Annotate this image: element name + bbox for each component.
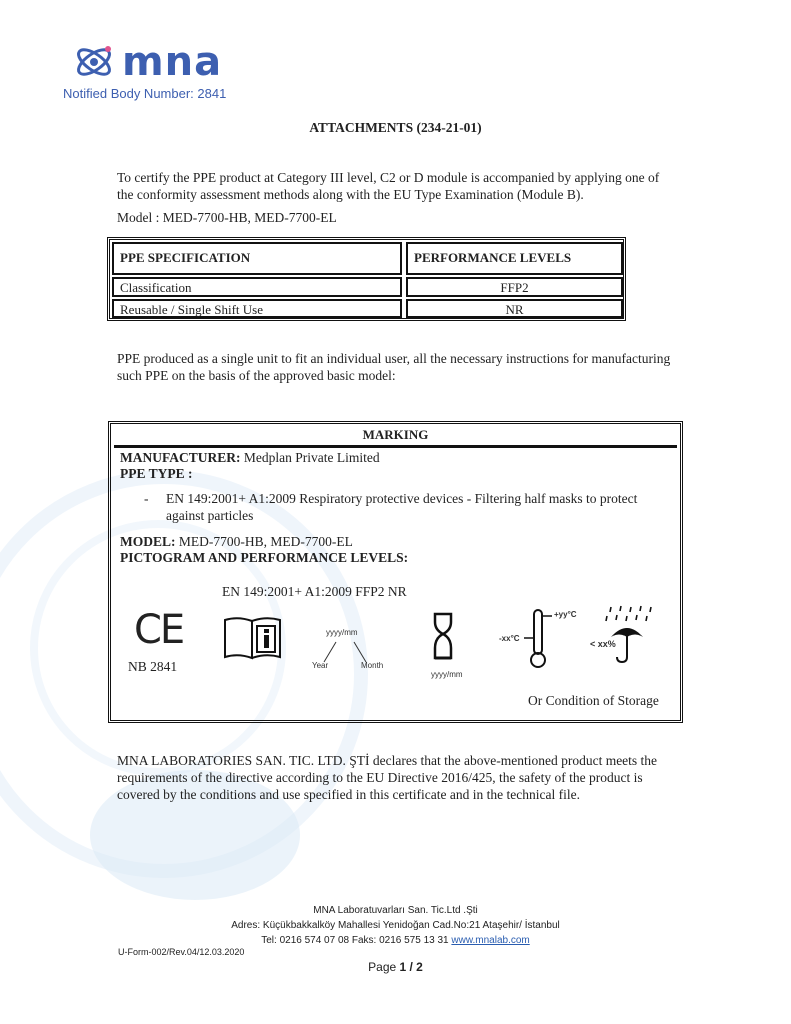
page-title: ATTACHMENTS (234-21-01) — [309, 120, 482, 135]
page-number-value: 1 / 2 — [399, 960, 423, 974]
logo-wordmark: mna — [122, 39, 223, 85]
footer-address: Adres: Küçükbakkalköy Mahallesi Yenidoğan Cad.No:21 Ataşehir/ İstanbul — [231, 920, 560, 931]
form-code: U-Form-002/Rev.04/12.03.2020 — [118, 947, 245, 957]
model-value: MED-7700-HB, MED-7700-EL — [175, 534, 353, 549]
marking-header: MARKING — [114, 427, 677, 447]
spec-table — [107, 237, 626, 321]
declaration-paragraph: MNA LABORATORIES SAN. TIC. LTD. ŞTİ declares that the above-mentioned product meets the requirements of the directive according to the EU Directive 2016/425, the safety of the product is covered by the conditions and use specified in this certificate and in the technical file. — [117, 753, 658, 802]
model-marking-line — [120, 534, 353, 550]
temp-low-label: -xx°C — [499, 634, 520, 643]
page-number — [0, 960, 791, 974]
ppe-type-label: PPE TYPE : — [120, 466, 193, 481]
notified-body-nb: NB 2841 — [128, 659, 178, 674]
spec-row-classification-value: FFP2 — [406, 277, 623, 297]
bullet-dash: - — [144, 491, 149, 506]
hourglass-label: yyyy/mm — [431, 670, 463, 679]
intro-paragraph: To certify the PPE product at Category III level, C2 or D module is accompanied by applying one of the conformity assessment methods along with the EU Type Examination (Module B). — [117, 170, 660, 202]
date-year-label: Year — [312, 661, 329, 670]
temp-high-label: +yy°C — [554, 610, 577, 619]
page-prefix: Page — [368, 960, 400, 974]
spec-row-classification-label: Classification — [112, 277, 402, 297]
date-month-label: Month — [361, 661, 384, 670]
ce-mark-icon: CE — [134, 607, 184, 653]
footer-phone: Tel: 0216 574 07 08 Faks: 0216 575 13 31 — [261, 935, 449, 946]
spec-row-reusable-value: NR — [406, 299, 623, 318]
instructions-book-icon — [222, 614, 284, 662]
standard-line-1: EN 149:2001+ A1:2009 Respiratory protective devices - Filtering half masks to protect — [166, 491, 638, 506]
produced-paragraph: PPE produced as a single unit to fit an individual user, all the necessary instructions for manufacturing such PPE on the basis of the approved basic model: — [117, 351, 671, 383]
humidity-umbrella-icon — [597, 605, 657, 671]
mna-logo — [72, 38, 222, 86]
spec-row-reusable-label: Reusable / Single Shift Use — [112, 299, 402, 318]
marking-box — [108, 421, 683, 723]
standard-line-2: against particles — [166, 508, 254, 523]
atom-icon — [72, 40, 116, 84]
manufacturer-value: Medplan Private Limited — [240, 450, 380, 465]
date-format-label: yyyy/mm — [326, 628, 358, 637]
manufacturer-line — [120, 450, 380, 466]
hourglass-icon — [431, 612, 455, 660]
model-line: Model : MED-7700-HB, MED-7700-EL — [117, 210, 337, 225]
standard-code: EN 149:2001+ A1:2009 FFP2 NR — [222, 584, 407, 599]
pictogram-label: PICTOGRAM AND PERFORMANCE LEVELS: — [120, 550, 409, 565]
model-label: MODEL: — [120, 534, 176, 549]
footer-company: MNA Laboratuvarları San. Tic.Ltd .Şti — [313, 905, 478, 916]
footer-contact — [0, 935, 791, 946]
manufacturer-label: MANUFACTURER: — [120, 450, 241, 465]
storage-condition-text: Or Condition of Storage — [528, 693, 659, 708]
notified-body-number: Notified Body Number: 2841 — [63, 86, 227, 101]
website-link[interactable]: www.mnalab.com — [451, 935, 530, 946]
spec-header-ppe: PPE SPECIFICATION — [112, 242, 402, 275]
marking-content — [114, 447, 677, 717]
spec-header-performance: PERFORMANCE LEVELS — [406, 242, 623, 275]
humidity-label: < xx% — [590, 639, 616, 649]
